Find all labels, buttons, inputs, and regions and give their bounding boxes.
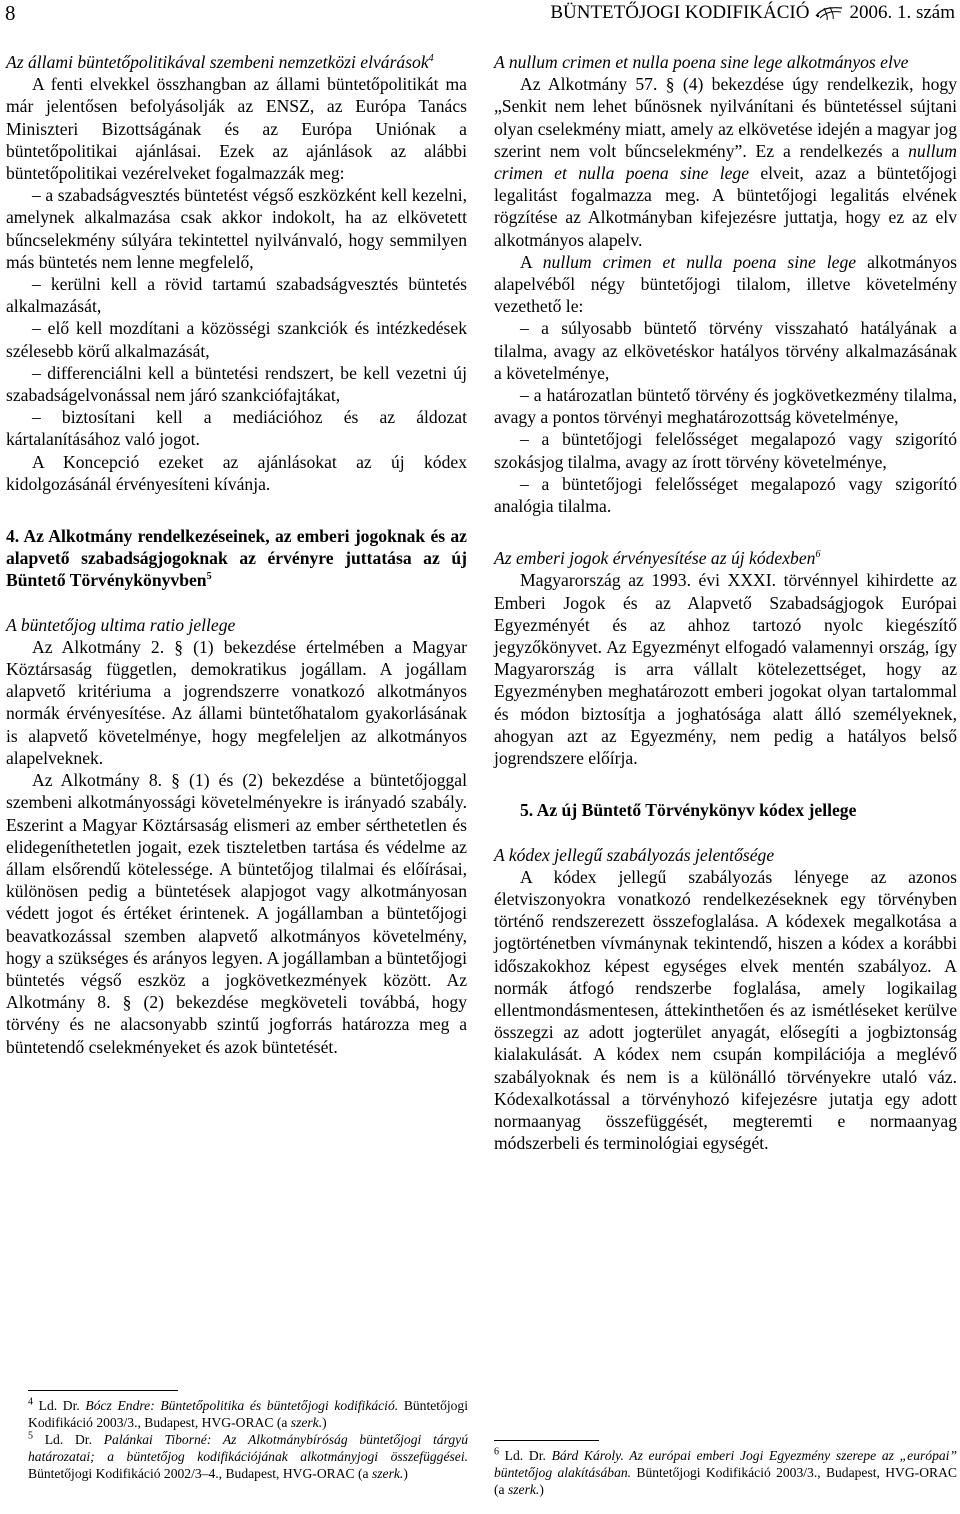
chapter-heading: 4. Az Alkotmány rendelkezéseinek, az emberi jogoknak és az alapvető szabadságjogoknak az érvényre juttatása az új Büntető Törvénykönyvben$^5$	[6, 526, 467, 591]
list-item: – a büntetőjogi felelősséget megalapozó vagy szigorító szokásjog tilalma, avagy az írott törvény követelménye,	[494, 429, 957, 472]
footnote: $^6$ Ld. Dr. Bárd Károly. Az európai emberi Jogi Egyezmény szerepe az „európai” büntetőjog alakításában. Büntetőjogi Kodifikáció 2003/3., Budapest, HVG-ORAC (a szerk.)	[494, 1446, 958, 1497]
paragraph: Az Alkotmány 8. § (1) és (2) bekezdése a büntetőjoggal szembeni alkotmányossági követelményekre is irányadó szabály. Eszerint a Magyar Köztársaság elismeri az ember sérthetetlen és elidegeníthetetlen jogait, ezek tiszteletben tartása és védelme az állam elsőrendű kötelessége. A büntetőjog tilalmai és előírásai, különösen pedig a büntetések alapjogot vagy alkotmányosan védett jogot és értéket érintenek. A jogállamban a büntetőjogi beavatkozással szemben alapvető alkotmányos követelmény, hogy a szükséges és arányos legyen. A jogállamban a büntetőjogi büntetés végső eszköz a jogkövetkezmények között. Az Alkotmány 8. § (2) bekezdése megköveteli továbbá, hogy törvény és ne alacsonyabb szintű jogforrás határozza meg a büntetendő cselekményeket és azok büntetését.	[6, 770, 467, 1057]
section-heading: Az emberi jogok érvényesítése az új kódexben$^6$	[494, 548, 821, 569]
list-item: – biztosítani kell a mediációhoz és az áldozat kártalanításához való jogot.	[6, 407, 467, 450]
list-item: – a büntetőjogi felelősséget megalapozó vagy szigorító analógia tilalma.	[494, 473, 957, 517]
section-heading: Az állami büntetőpolitikával szembeni nemzetközi elvárások$^4$	[6, 52, 434, 72]
left-footnotes	[28, 1390, 468, 1482]
list-item: – elő kell mozdítani a közösségi szankciók és intézkedések szélesebb körű alkalmazását,	[6, 318, 467, 361]
list-item: – differenciálni kell a büntetési rendszert, be kell vezetni új szabadságelvonással nem járó szankciófajtákat,	[6, 362, 467, 406]
paragraph: A Koncepció ezeket az ajánlásokat az új kódex kidolgozásánál érvényesíteni kívánja.	[6, 451, 467, 494]
footnote-rule	[494, 1440, 599, 1441]
list-item: – kerülni kell a rövid tartamú szabadságvesztés büntetés alkalmazását,	[6, 274, 467, 317]
section-heading: A kódex jellegű szabályozás jelentősége	[494, 844, 775, 865]
section-heading: A büntetőjog ultima ratio jellege	[6, 614, 236, 635]
footnote-ref: 5	[206, 571, 212, 583]
list-item: – a szabadságvesztés büntetést végső eszközként kell kezelni, amelynek alkalmazása csak akkor indokolt, ha az elkövetett bűncselekmény súlyára tekintettel nyilvánvaló, hogy semmilyen más büntetés nem lenne megfelelő,	[6, 185, 467, 272]
issue-number: 2006. 1. szám	[849, 2, 955, 23]
footnote: $^5$ Ld. Dr. Palánkai Tiborné: Az Alkotmánybíróság büntetőjogi tárgyú határozatai; a büntetőjog kodifikációjának alkotmányjogi összefüggései. Büntetőjogi Kodifikáció 2002/3–4., Budapest, HVG-ORAC (a szerk.)	[28, 1430, 469, 1481]
paragraph: Az Alkotmány 2. § (1) bekezdése értelmében a Magyar Köztársaság független, demokratikus jogállam. A jogállam alapvető kritériuma a jogrendszerre vonatkozó alkotmányos normák érvényesítése. Az állami büntetőhatalom gyakorlásának is alapvető követelménye, hogy megfeleljen az alkotmányos alapelveknek.	[6, 636, 467, 768]
list-item: – a súlyosabb büntető törvény visszaható hatályának a tilalma, avagy az elkövetéskor hatályos törvény alkalmazásának a követelménye,	[494, 318, 957, 383]
chapter-heading: 5. Az új Büntető Törvénykönyv kódex jellege	[520, 800, 857, 821]
footnote-ref: 4	[428, 53, 434, 65]
footnote-ref: 6	[815, 549, 821, 561]
footnote-rule	[28, 1390, 178, 1391]
quill-ornament-icon	[814, 4, 844, 22]
right-footnotes	[494, 1440, 957, 1498]
right-column	[494, 51, 957, 1154]
paragraph: Az Alkotmány 57. § (4) bekezdése úgy rendelkezik, hogy „Senkit nem lehet bűnösnek nyilvánítani és büntetéssel sújtani olyan cselekmény miatt, amely az elkövetése idején a magyar jog szerint nem volt bűncselekmény”. Ez a rendelkezés a nullum crimen et nulla poena sine lege elveit, azaz a büntetőjogi legalitást fogalmazza meg. A büntetőjogi legalitás elvének rögzítése az Alkotmányban kifejezésre juttatja, hogy ez az elv alkotmányos alapelv.	[494, 74, 957, 250]
paragraph: A fenti elvekkel összhangban az állami büntetőpolitikát ma már jelentősen befolyásolják az ENSZ, az Európa Tanács Miniszteri Bizottságának és az Európa Uniónak a büntetőpolitikai ajánlásai. Ezek az ajánlások az alábbi büntetőpolitikai vezérelveket fogalmazzák meg:	[6, 74, 467, 184]
paragraph: A kódex jellegű szabályozás lényege az azonos életviszonyokra vonatkozó rendelkezéseknek egy törvényben történő rendszerezett összefoglalása. A kódexek megalkotása a jogtörténetben vívmánynak tekintendő, hiszen a kódex a korábbi időszakokhoz képest egységes elvek mentén szabályoz. A normák átfogó rendszerbe foglalása, amely logikailag ellentmondásmentesen, áttekinthetően és az ismétléseket kerülve összegzi az adott jogterület anyagát, elősegíti a jogbiztonság kialakulását. A kódex nem csupán kompilációja a meglévő szabályoknak és nem is a különálló törvényekre utaló váz. Kódexalkotással a törvényhozó kifejezésre jutatja egy adott normaanyag összefüggését, megteremti e normaanyag módszerbeli és terminológiai egységét.	[494, 866, 957, 1154]
left-column	[6, 51, 467, 1058]
section-heading: A nullum crimen et nulla poena sine lege alkotmányos elve	[494, 52, 909, 72]
paragraph: A nullum crimen et nulla poena sine lege alkotmányos alapelvéből négy büntetőjogi tilalom, illetve követelmény vezethető le:	[494, 251, 958, 317]
page-number: 8	[5, 1, 16, 25]
running-header	[550, 1, 955, 25]
footnote: $^4$ Ld. Dr. Bócz Endre: Büntetőpolitika és büntetőjogi kodifikáció. Büntetőjogi Kodifikáció 2003/3., Budapest, HVG-ORAC (a szerk.)	[28, 1396, 469, 1430]
journal-title: BÜNTETŐJOGI KODIFIKÁCIÓ	[550, 2, 810, 23]
paragraph: Magyarország az 1993. évi XXXI. törvénnyel kihirdette az Emberi Jogok és az Alapvető Szabadságjogok Európai Egyezményét és az ahhoz tartozó nyolc kiegészítő jegyzőkönyvet. Az Egyezményt elfogadó valamennyi ország, így Magyarország is arra vállalt kötelezettséget, hogy az Egyezményben meghatározott emberi jogokat olyan tartalommal és módon biztosítja a joghatósága alatt álló személyeknek, ahogyan azt az Egyezmény, nem pedig a hatályos belső jogrendszere előírja.	[494, 570, 957, 769]
list-item: – a határozatlan büntető törvény és jogkövetkezmény tilalma, avagy a pontos törvényi meghatározottság követelménye,	[494, 385, 957, 428]
